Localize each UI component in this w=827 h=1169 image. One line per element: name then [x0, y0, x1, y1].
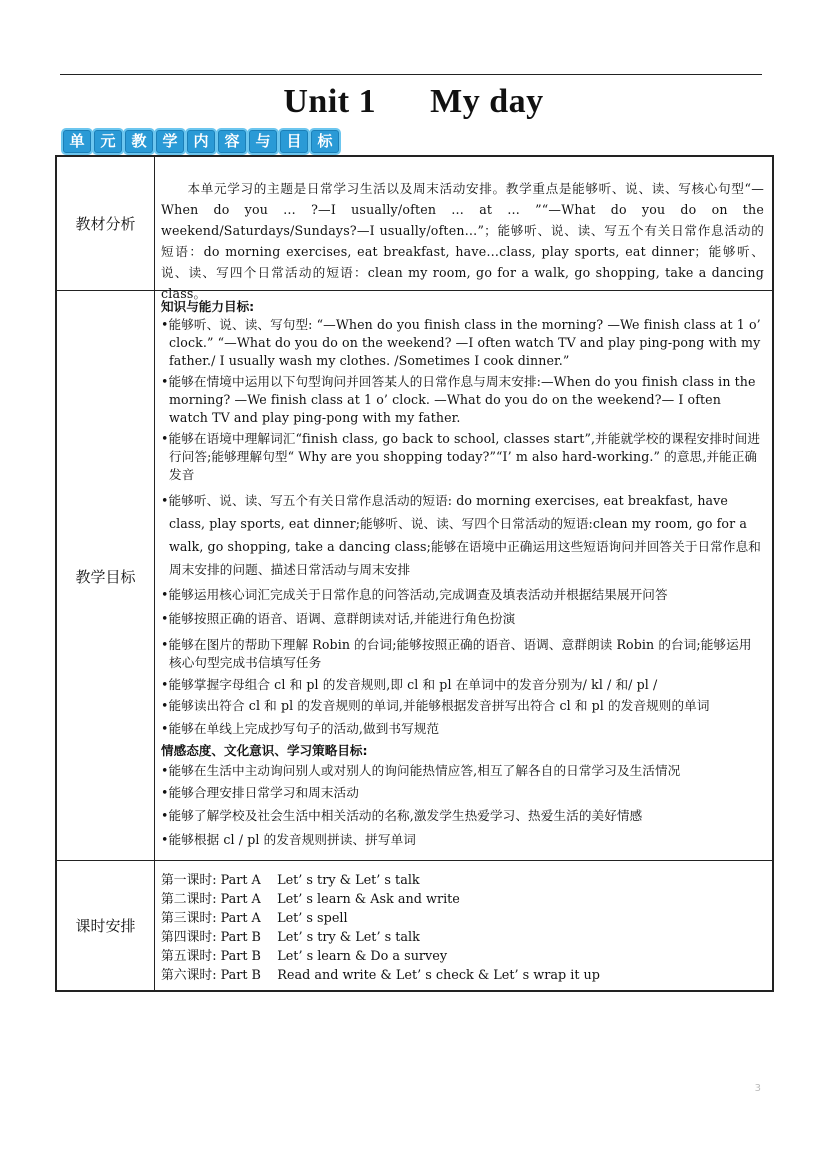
- goal-item: •能够在情境中运用以下句型询问并回答某人的日常作息与周末安排:—When do you finish class in the morning? —We finish class at 1 o’ clock. —What do you do on the weekend?— I often watch TV and play ping-pong with my father.: [161, 374, 756, 425]
- schedule-item: 第五课时: Part B Let’ s learn & Do a survey: [161, 949, 448, 964]
- goal-item: •能够掌握字母组合 cl 和 pl 的发音规则,即 cl 和 pl 在单词中的发音分别为/ kl / 和/ pl /: [161, 677, 658, 692]
- badge-char: 与: [247, 128, 279, 155]
- goal-item: •能够在单线上完成抄写句子的活动,做到书写规范: [161, 721, 440, 736]
- badge-char: 容: [216, 128, 248, 155]
- row-analysis: [57, 157, 772, 301]
- analysis-cell: [155, 157, 772, 301]
- schedule-item: 第二课时: Part A Let’ s learn & Ask and write: [161, 892, 460, 907]
- goals-heading-knowledge: 知识与能力目标:: [161, 299, 255, 314]
- goal-item: •能够在图片的帮助下理解 Robin 的台词;能够按照正确的语音、语调、意群朗读 Robin 的台词;能够运用核心句型完成书信填写任务: [161, 637, 752, 670]
- page-title: [0, 80, 827, 124]
- content-table: [55, 155, 774, 992]
- unit-name: My day: [430, 83, 544, 120]
- analysis-text: 本单元学习的主题是日常学习生活以及周末活动安排。教学重点是能够听、说、读、写核心句型“—When do you … ?—I usually/often … at … ”“—What do you do on the weekend/Saturdays/Sundays?—I usually/often…”；能够听、说、读、写五个有关日常作息活动的短语：do morning exercises, eat breakfast, have…class, play sports, eat dinner；能够听、说、读、写四个日常活动的短语：clean my room, go for a walk, go shopping, take a dancing class。: [161, 181, 764, 301]
- row-label-schedule: 课时安排: [57, 861, 155, 990]
- goal-item: •能够了解学校及社会生活中相关活动的名称,激发学生热爱学习、热爱生活的美好情感: [161, 808, 643, 823]
- goal-item: •能够按照正确的语音、语调、意群朗读对话,并能进行角色扮演: [161, 611, 516, 626]
- schedule-item: 第三课时: Part A Let’ s spell: [161, 911, 348, 926]
- goal-item: •能够在语境中理解词汇“finish class, go back to school, classes start”,并能就学校的课程安排时间进行问答;能够理解句型“ Why are you shopping today?”“I’ m also hard-working.” 的意思,并能正确发音: [161, 431, 761, 482]
- goals-cell: [155, 291, 772, 861]
- section-badge: [61, 128, 340, 155]
- goal-item: •能够根据 cl / pl 的发音规则拼读、拼写单词: [161, 832, 416, 847]
- badge-char: 目: [278, 128, 310, 155]
- goal-item: •能够合理安排日常学习和周末活动: [161, 785, 359, 800]
- goal-item: •能够在生活中主动询问别人或对别人的询问能热情应答,相互了解各自的日常学习及生活情况: [161, 763, 681, 778]
- badge-char: 学: [154, 128, 186, 155]
- row-goals: [57, 290, 772, 861]
- badge-char: 单: [61, 128, 93, 155]
- goal-item: •能够读出符合 cl 和 pl 的发音规则的单词,并能够根据发音拼写出符合 cl 和 pl 的发音规则的单词: [161, 698, 710, 713]
- row-schedule: [57, 860, 772, 990]
- row-label-analysis: 教材分析: [57, 157, 155, 290]
- badge-char: 教: [123, 128, 155, 155]
- page-number: 3: [754, 1083, 761, 1094]
- row-label-goals: 教学目标: [57, 291, 155, 861]
- badge-char: 标: [309, 128, 341, 155]
- goals-heading-attitude: 情感态度、文化意识、学习策略目标:: [161, 743, 368, 758]
- badge-char: 内: [185, 128, 217, 155]
- badge-char: 元: [92, 128, 124, 155]
- goal-item: •能够运用核心词汇完成关于日常作息的问答活动,完成调查及填表活动并根据结果展开问答: [161, 587, 668, 602]
- schedule-cell: [155, 861, 772, 990]
- schedule-item: 第一课时: Part A Let’ s try & Let’ s talk: [161, 873, 420, 888]
- unit-number: Unit 1: [283, 83, 377, 120]
- goal-item: •能够听、说、读、写五个有关日常作息活动的短语: do morning exercises, eat breakfast, have class, play sports, eat dinner;能够听、说、读、写四个日常活动的短语:clean my room, go for a walk, go shopping, take a dancing class;能够在语境中正确运用这些短语询问并回答关于日常作息和周末安排的问题、描述日常活动与周末安排: [161, 493, 761, 577]
- header-rule: [60, 74, 762, 75]
- schedule-item: 第六课时: Part B Read and write & Let’ s check & Let’ s wrap it up: [161, 968, 600, 983]
- goal-item: •能够听、说、读、写句型: “—When do you finish class in the morning? —We finish class at 1 o’ clock.” “—What do you do on the weekend? —I often watch TV and play ping-pong with my father./ I usually wash my clothes. /Sometimes I cook dinner.”: [161, 317, 761, 368]
- schedule-item: 第四课时: Part B Let’ s try & Let’ s talk: [161, 930, 420, 945]
